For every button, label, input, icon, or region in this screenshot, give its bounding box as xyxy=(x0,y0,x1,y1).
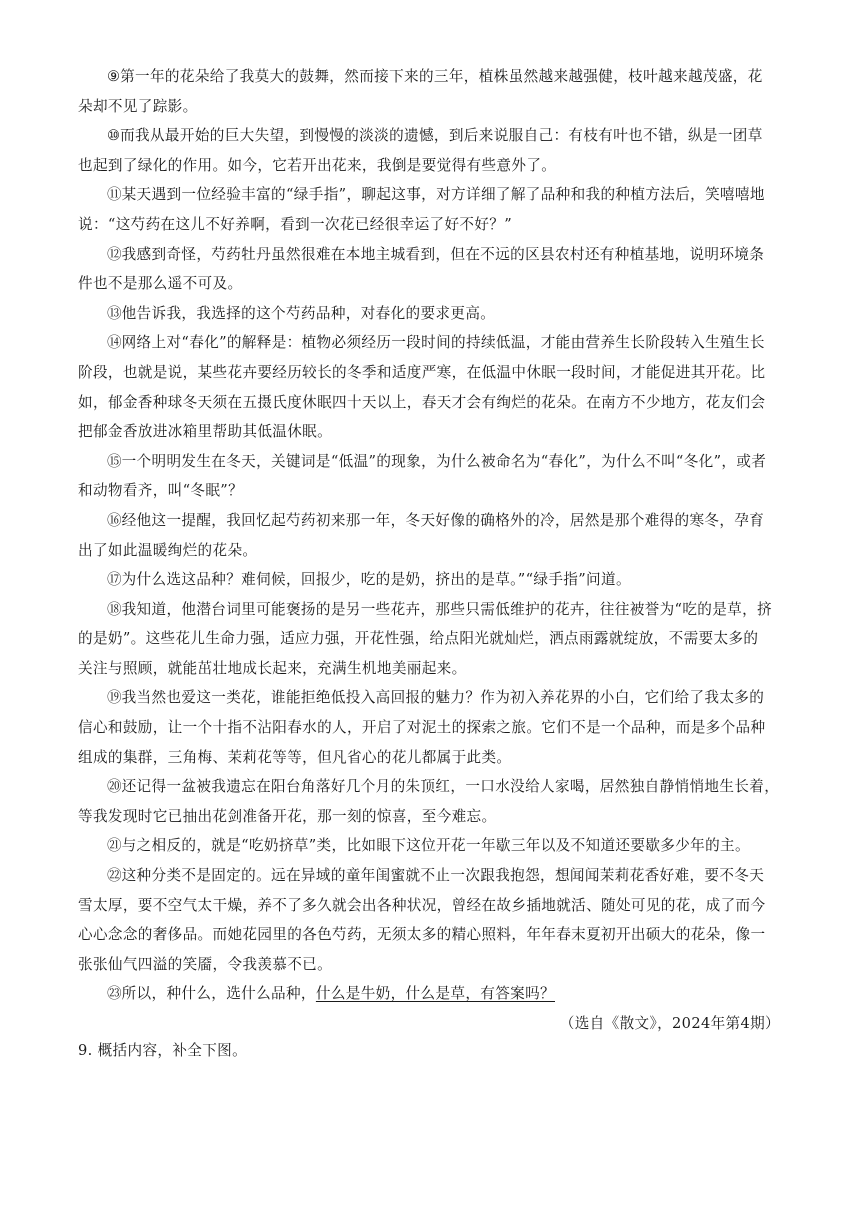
underlined-question: 什么是牛奶，什么是草，有答案吗？ xyxy=(315,985,555,1003)
paragraph-text: 某天遇到一位经验丰富的“绿手指”，聊起这事，对方详细了解了品种和我的种植方法后，笑嘻嘻地 xyxy=(121,186,765,204)
paragraph-text: 和动物看齐，叫“冬眠”？ xyxy=(78,482,244,500)
paragraph xyxy=(78,595,780,684)
paragraph-text: 朵却不见了踪影。 xyxy=(78,97,198,115)
paragraph xyxy=(78,240,780,299)
paragraph-line xyxy=(78,328,780,358)
source-citation: （选自《散文》，2024年第4期） xyxy=(559,1015,780,1032)
paragraph-line xyxy=(78,417,780,447)
paragraph-text: 经他这一提醒，我回忆起芍药初来那一年，冬天好像的确格外的冷，居然是那个难得的寒冬，孕育 xyxy=(121,511,765,529)
paragraph-23-line xyxy=(78,979,780,1009)
paragraph-number: ⑱ xyxy=(107,600,122,618)
paragraph-23-text: 所以，种什么，选什么品种， xyxy=(121,985,316,1003)
paragraph-line xyxy=(78,950,780,980)
paragraph-text: 第一年的花朵给了我莫大的鼓舞，然而接下来的三年，植株虽然越来越强健，枝叶越来越茂盛，花 xyxy=(120,68,763,85)
paragraph-line xyxy=(78,565,780,595)
paragraph-number: ⑭ xyxy=(107,334,122,352)
paragraph-text: 还记得一盆被我遗忘在阳台角落好几个月的朱顶红，一口水没给人家喝，居然独自静悄悄地生长着， xyxy=(121,778,780,796)
paragraph-number: ㉓ xyxy=(107,985,122,1003)
paragraph-text: 我当然也爱这一类花，谁能拒绝低投入高回报的魅力？作为初入养花界的小白，它们给了我太多的 xyxy=(121,689,765,707)
paragraph-line xyxy=(78,180,780,210)
paragraph-line xyxy=(78,743,780,773)
paragraph-line xyxy=(78,920,780,950)
paragraph-text: 出了如此温暖绚烂的花朵。 xyxy=(78,541,258,559)
paragraph-line xyxy=(78,299,780,329)
paragraph xyxy=(78,62,780,121)
paragraph-23 xyxy=(78,979,780,1009)
paragraph-line xyxy=(78,240,780,270)
paragraph-line xyxy=(78,358,780,388)
paragraph-number: ㉑ xyxy=(107,837,122,855)
paragraph-line xyxy=(78,506,780,536)
article-body xyxy=(78,62,780,1039)
paragraph-text: 一个明明发生在冬天，关键词是“低温”的现象，为什么被命名为“春化”，为什么不叫“冬化”，或者 xyxy=(121,452,767,470)
paragraph xyxy=(78,861,780,979)
paragraph-number: ⑳ xyxy=(107,778,122,796)
paragraph-line xyxy=(78,891,780,921)
paragraph-text: 阶段，也就是说，某些花卉要经历较长的冬季和适度严寒，在低温中休眠一段时间，才能促进其开花。比 xyxy=(78,363,766,381)
paragraph-text: 心心念念的奢侈品。而她花园里的各色芍药，无须太多的精心照料，年年春末夏初开出硕大的花朵，像一 xyxy=(78,926,766,944)
paragraph-line xyxy=(78,861,780,891)
paragraph-text: 我感到奇怪，芍药牡丹虽然很难在本地主城看到，但在不远的区县农村还有种植基地，说明环境条 xyxy=(121,245,765,263)
paragraph-text: 网络上对“春化”的解释是：植物必须经历一段时间的持续低温，才能由营养生长阶段转入生殖生长 xyxy=(121,334,765,352)
paragraph-line xyxy=(78,388,780,418)
paragraph xyxy=(78,299,780,329)
paragraph-text: 为什么选这品种？难伺候，回报少，吃的是奶，挤出的是草。”“绿手指”问道。 xyxy=(121,571,631,589)
paragraph-number: ⑫ xyxy=(107,245,122,263)
paragraph-line xyxy=(78,121,780,151)
question-9: 9. 概括内容，补全下图。 xyxy=(78,1042,248,1059)
paragraph-text: 说：“这芍药在这儿不好养啊，看到一次花已经很幸运了好不好？” xyxy=(78,215,513,233)
paragraph-number: ⑨ xyxy=(107,68,121,85)
paragraph-number: ⑯ xyxy=(107,511,122,529)
paragraph-text: 信心和鼓励，让一个十指不沾阳春水的人，开启了对泥土的探索之旅。它们不是一个品种，而是多个品种 xyxy=(78,719,766,737)
paragraph xyxy=(78,121,780,180)
paragraph-number: ⑩ xyxy=(107,127,121,145)
paragraph-text: 张张仙气四溢的笑靥，令我羡慕不已。 xyxy=(78,955,333,973)
paragraph-number: ⑬ xyxy=(107,304,122,322)
paragraph-text: 组成的集群，三角梅、茉莉花等等，但凡省心的花儿都属于此类。 xyxy=(78,748,512,766)
paragraph-text: 也起到了绿化的作用。如今，它若开出花来，我倒是要觉得有些意外了。 xyxy=(78,156,557,174)
paragraph-text: 件也不是那么遥不可及。 xyxy=(78,275,243,293)
paragraph-line xyxy=(78,210,780,240)
paragraph-line xyxy=(78,92,780,122)
paragraph-text: 我知道，他潜台词里可能褒扬的是另一些花卉，那些只需低维护的花卉，往往被誉为“吃的是草，挤 xyxy=(121,600,773,618)
paragraph-text: 他告诉我，我选择的这个芍药品种，对春化的要求更高。 xyxy=(121,304,496,322)
paragraph-text: 这种分类不是固定的。远在异域的童年闺蜜就不止一次跟我抱怨，想闻闻茉莉花香好难，要不冬天 xyxy=(121,867,765,885)
paragraph xyxy=(78,831,780,861)
paragraph-text: 把郁金香放进冰箱里帮助其低温休眠。 xyxy=(78,423,333,441)
paragraph-number: ⑰ xyxy=(107,571,122,589)
paragraph xyxy=(78,447,780,506)
paragraph-number: ⑪ xyxy=(107,186,122,204)
paragraph-line xyxy=(78,802,780,832)
paragraph-number: ⑮ xyxy=(107,452,122,470)
paragraph-line xyxy=(78,831,780,861)
paragraph-text: 与之相反的，就是“吃奶挤草”类，比如眼下这位开花一年歇三年以及不知道还要歇多少年的主。 xyxy=(121,837,750,855)
paragraph-list xyxy=(78,62,780,979)
paragraph-line xyxy=(78,595,780,625)
paragraph-line xyxy=(78,447,780,477)
paragraph-line xyxy=(78,476,780,506)
paragraph-text: 关注与照顾，就能茁壮地成长起来，充满生机地美丽起来。 xyxy=(78,659,467,677)
paragraph-number: ⑲ xyxy=(107,689,122,707)
paragraph-text: 如，郁金香种球冬天须在五摄氏度休眠四十天以上，春天才会有绚烂的花朵。在南方不少地方，花友们会 xyxy=(78,393,766,411)
paragraph-line xyxy=(78,536,780,566)
paragraph-line xyxy=(78,62,780,92)
paragraph-number: ㉒ xyxy=(107,867,122,885)
paragraph-line xyxy=(78,654,780,684)
paragraph-line xyxy=(78,624,780,654)
paragraph-text: 雪太厚，要不空气太干燥，养不了多久就会出各种状况，曾经在故乡插地就活、随处可见的花，成了而今 xyxy=(78,896,766,914)
paragraph-text: 的是奶”。这些花儿生命力强，适应力强，开花性强，给点阳光就灿烂，洒点雨露就绽放，不需要太多的 xyxy=(78,630,759,648)
paragraph-line xyxy=(78,683,780,713)
paragraph-text: 而我从最开始的巨大失望，到慢慢的淡淡的遗憾，到后来说服自己：有枝有叶也不错，纵是一团草 xyxy=(120,127,763,145)
paragraph-text: 等我发现时它已抽出花剑准备开花，那一刻的惊喜，至今难忘。 xyxy=(78,807,497,825)
paragraph xyxy=(78,180,780,239)
paragraph xyxy=(78,328,780,446)
paragraph-line xyxy=(78,772,780,802)
paragraph xyxy=(78,772,780,831)
paragraph xyxy=(78,683,780,772)
paragraph xyxy=(78,565,780,595)
paragraph-line xyxy=(78,151,780,181)
paragraph-line xyxy=(78,713,780,743)
paragraph xyxy=(78,506,780,565)
paragraph-line xyxy=(78,269,780,299)
